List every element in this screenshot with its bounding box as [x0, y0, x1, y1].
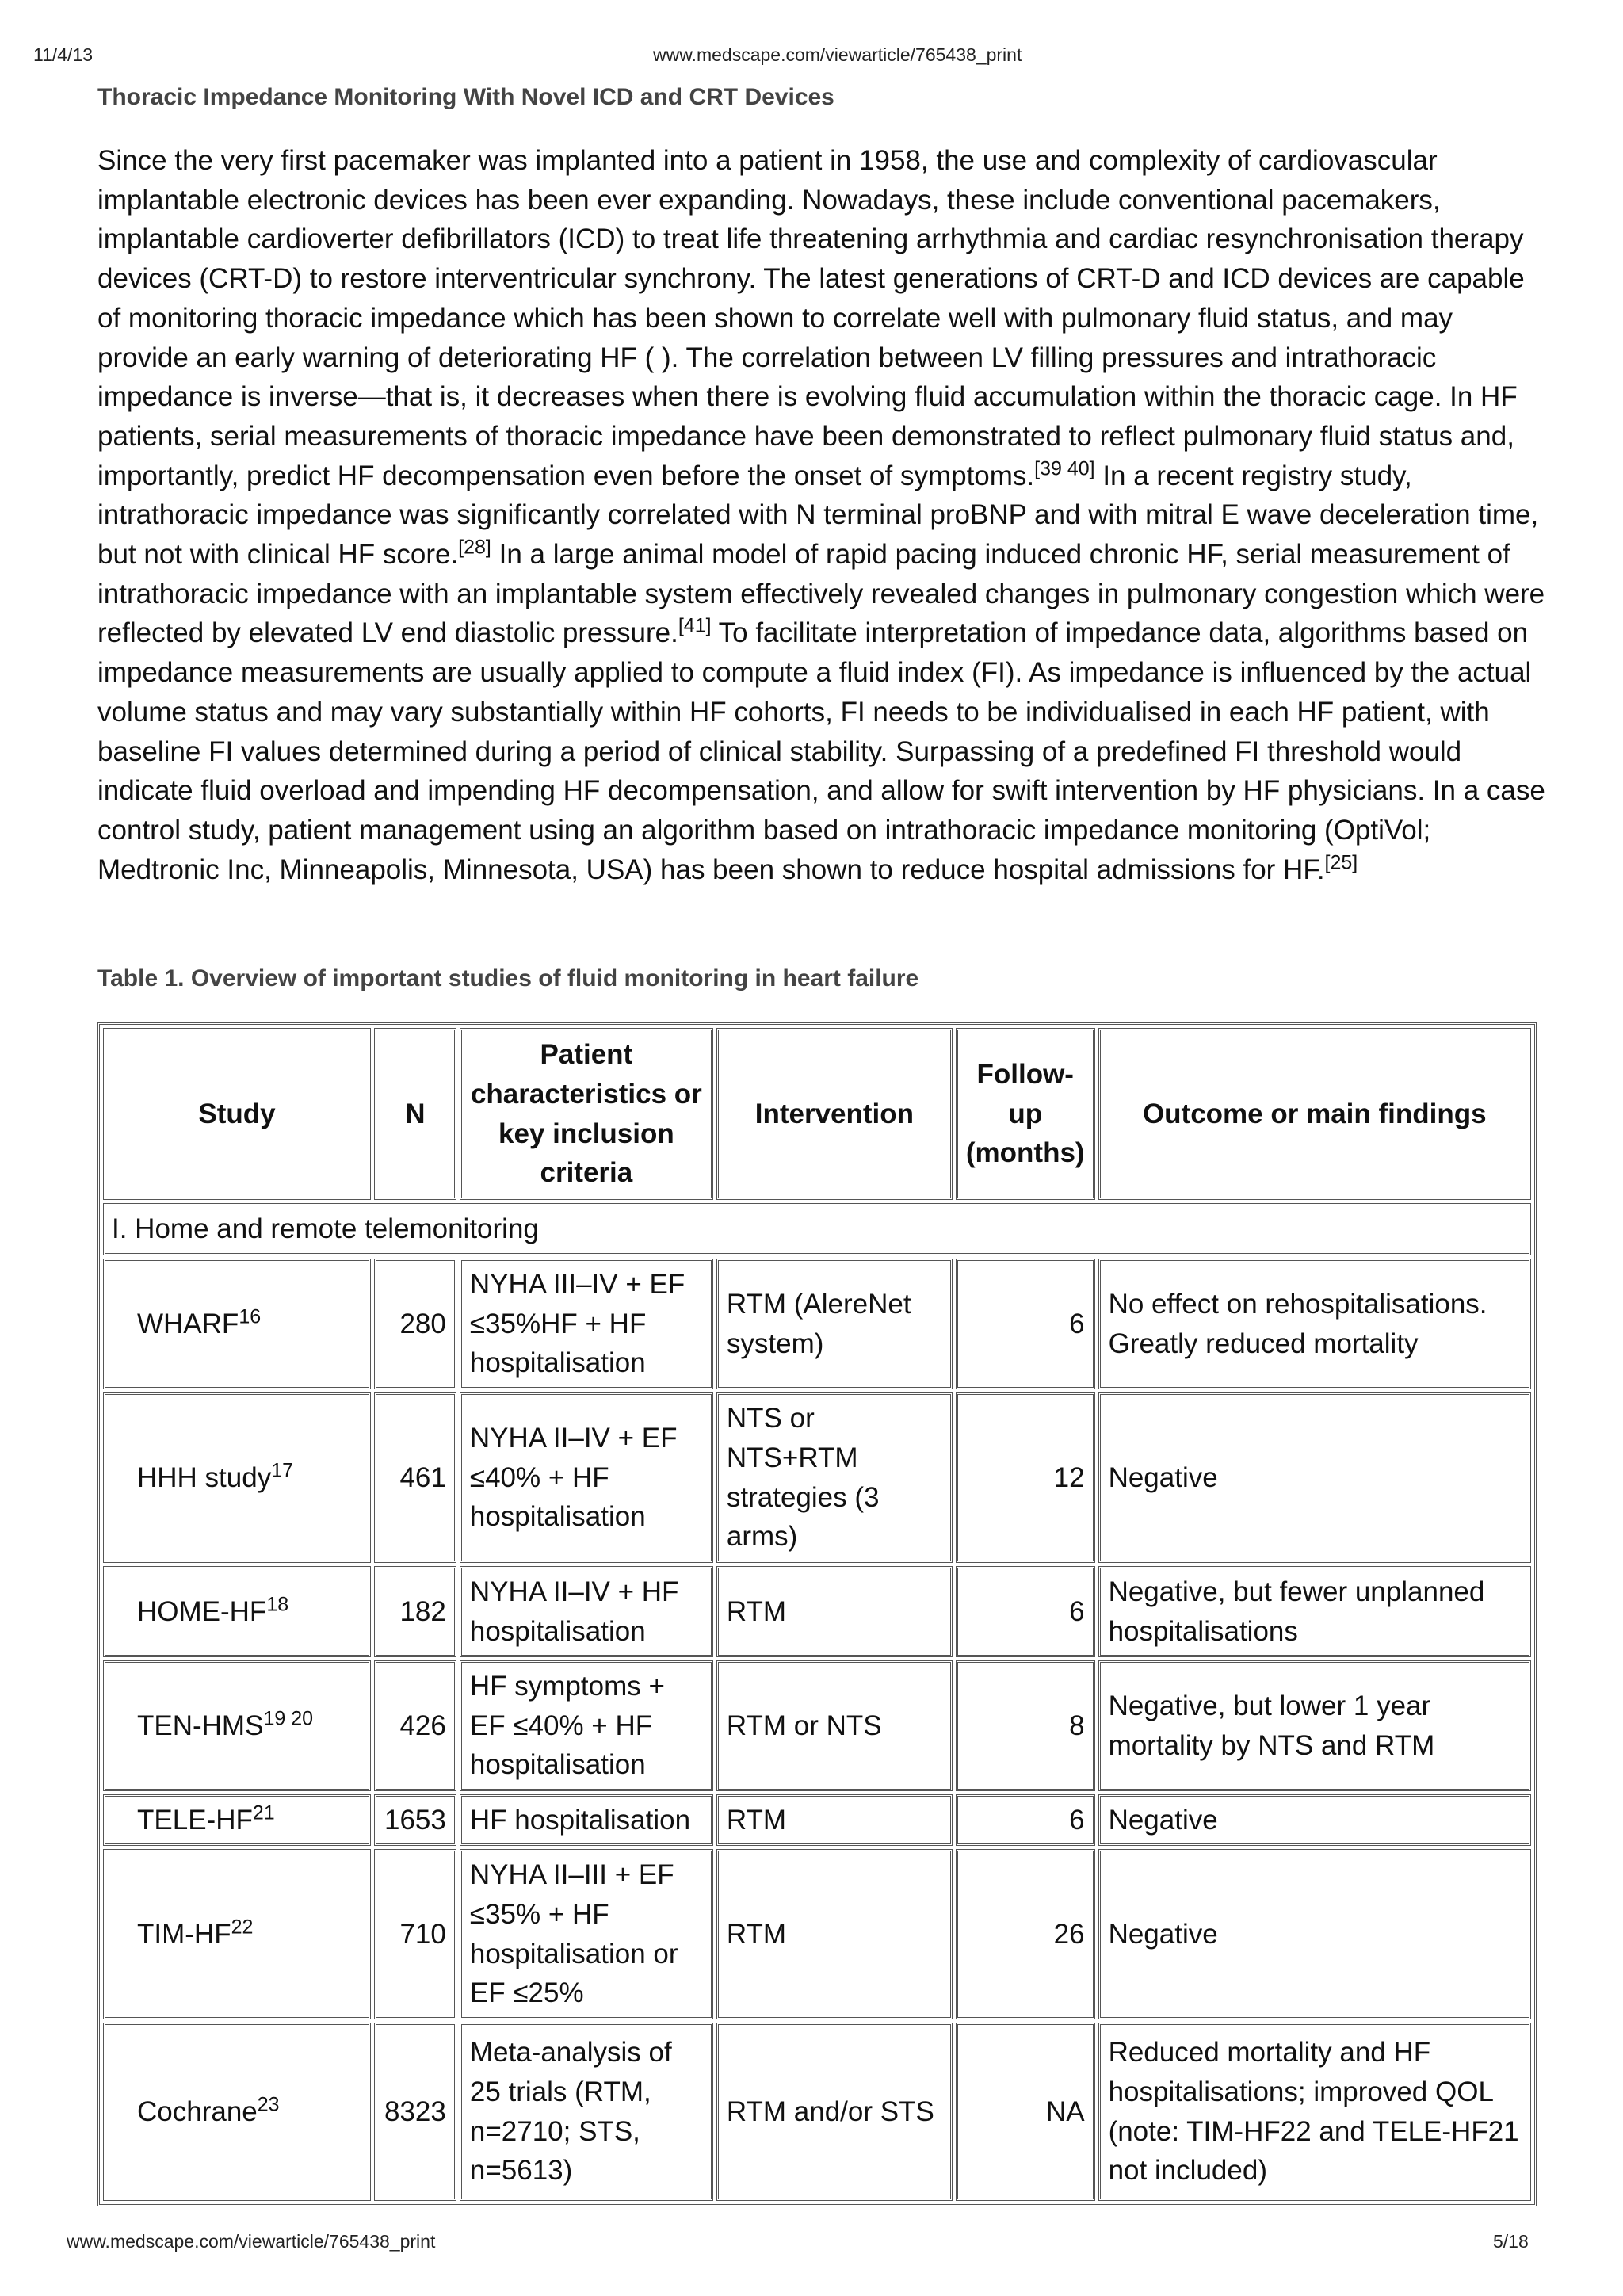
cell-n: 461	[374, 1392, 456, 1563]
cell-outcome: Negative	[1098, 1794, 1531, 1846]
col-header-patient: Patient characteristics or key inclusion criteria	[460, 1028, 713, 1200]
table-row	[103, 2023, 1531, 2201]
table-header-row	[103, 1028, 1531, 1200]
studies-table	[97, 1022, 1537, 2206]
cell-intervention: NTS or NTS+RTM strategies (3 arms)	[716, 1392, 953, 1563]
citation-ref: [25]	[1324, 851, 1358, 873]
section-label: I. Home and remote telemonitoring	[103, 1203, 1531, 1255]
page-number: 5/18	[1493, 2231, 1529, 2252]
study-ref: 21	[252, 1801, 275, 1824]
table-row	[103, 1849, 1531, 2019]
cell-intervention: RTM and/or STS	[716, 2023, 953, 2201]
cell-study	[103, 2023, 371, 2201]
cell-patient: NYHA II–III + EF ≤35% + HF hospitalisation or EF ≤25%	[460, 1849, 713, 2019]
cell-followup: 12	[956, 1392, 1095, 1563]
study-name: HHH study	[137, 1461, 272, 1493]
footer-url: www.medscape.com/viewarticle/765438_print	[67, 2231, 436, 2252]
cell-outcome: Reduced mortality and HF hospitalisations; improved QOL (note: TIM-HF22 and TELE-HF21 not included)	[1098, 2023, 1531, 2201]
table-row	[103, 1566, 1531, 1657]
col-header-followup: Follow-up (months)	[956, 1028, 1095, 1200]
cell-intervention: RTM or NTS	[716, 1660, 953, 1791]
study-ref: 23	[257, 2092, 280, 2115]
cell-intervention: RTM (AlereNet system)	[716, 1259, 953, 1389]
paragraph-text: In a large animal model of rapid pacing induced chronic HF, serial measurement of intrathoracic impedance with an implantable system effectively revealed changes in pulmonary congestion which were reflected by elevated LV end diastolic pressure.	[97, 539, 1545, 649]
studies-table-wrapper	[97, 1022, 1537, 2290]
study-name: WHARF	[137, 1308, 239, 1339]
study-name: TIM-HF	[137, 1918, 231, 1950]
cell-patient: HF hospitalisation	[460, 1794, 713, 1846]
table-row	[103, 1259, 1531, 1389]
cell-patient: NYHA II–IV + EF ≤40% + HF hospitalisation	[460, 1392, 713, 1563]
table-section-row	[103, 1203, 1531, 1255]
cell-patient: Meta-analysis of 25 trials (RTM, n=2710; STS, n=5613)	[460, 2023, 713, 2201]
table-caption: Table 1. Overview of important studies of fluid monitoring in heart failure	[97, 965, 919, 991]
print-date: 11/4/13	[33, 44, 94, 65]
section-title: Thoracic Impedance Monitoring With Novel ICD and CRT Devices	[97, 84, 834, 110]
cell-intervention: RTM	[716, 1794, 953, 1846]
col-header-outcome: Outcome or main findings	[1098, 1028, 1531, 1200]
cell-n: 182	[374, 1566, 456, 1657]
cell-study	[103, 1392, 371, 1563]
citation-ref: [39 40]	[1034, 457, 1095, 479]
cell-followup: 6	[956, 1794, 1095, 1846]
cell-followup: NA	[956, 2023, 1095, 2201]
study-ref: 19 20	[263, 1706, 313, 1729]
cell-outcome: Negative, but fewer unplanned hospitalisations	[1098, 1566, 1531, 1657]
study-ref: 16	[239, 1305, 262, 1328]
cell-n: 426	[374, 1660, 456, 1791]
body-paragraph	[97, 141, 1548, 889]
cell-outcome: Negative, but lower 1 year mortality by NTS and RTM	[1098, 1660, 1531, 1791]
cell-n: 280	[374, 1259, 456, 1389]
table-row	[103, 1660, 1531, 1791]
col-header-intervention: Intervention	[716, 1028, 953, 1200]
cell-study	[103, 1660, 371, 1791]
study-ref: 22	[231, 1915, 254, 1938]
paragraph-text: In a recent registry study, intrathoracic impedance was significantly correlated with N terminal proBNP and with mitral E wave deceleration time, but not with clinical HF score.	[97, 460, 1539, 571]
col-header-study: Study	[103, 1028, 371, 1200]
cell-patient: NYHA II–IV + HF hospitalisation	[460, 1566, 713, 1657]
study-name: HOME-HF	[137, 1595, 267, 1627]
cell-outcome: Negative	[1098, 1392, 1531, 1563]
cell-study	[103, 1259, 371, 1389]
cell-outcome: Negative	[1098, 1849, 1531, 2019]
study-ref: 17	[271, 1458, 294, 1481]
study-name: Cochrane	[137, 2095, 258, 2127]
study-name: TEN-HMS	[137, 1710, 264, 1741]
cell-followup: 8	[956, 1660, 1095, 1791]
col-header-n: N	[374, 1028, 456, 1200]
cell-intervention: RTM	[716, 1849, 953, 2019]
study-name: TELE-HF	[137, 1804, 253, 1836]
cell-study	[103, 1794, 371, 1846]
cell-n: 1653	[374, 1794, 456, 1846]
cell-outcome: No effect on rehospitalisations. Greatly reduced mortality	[1098, 1259, 1531, 1389]
cell-study	[103, 1566, 371, 1657]
paragraph-text: To facilitate interpretation of impedance data, algorithms based on impedance measurements are usually applied to compute a fluid index (FI). As impedance is influenced by the actual volume status and may vary substantially within HF cohorts, FI needs to be individualised in each HF patient, with baseline FI values determined during a period of clinical stability. Surpassing of a predefined FI threshold would indicate fluid overload and impending HF decompensation, and allow for swift intervention by HF physicians. In a case control study, patient management using an algorithm based on intrathoracic impedance monitoring (OptiVol; Medtronic Inc, Minneapolis, Minnesota, USA) has been shown to reduce hospital admissions for HF.	[97, 617, 1545, 885]
cell-patient: HF symptoms + EF ≤40% + HF hospitalisation	[460, 1660, 713, 1791]
table-row	[103, 1392, 1531, 1563]
citation-ref: [28]	[458, 536, 491, 559]
cell-n: 8323	[374, 2023, 456, 2201]
citation-ref: [41]	[678, 614, 712, 637]
cell-followup: 26	[956, 1849, 1095, 2019]
cell-patient: NYHA III–IV + EF ≤35%HF + HF hospitalisation	[460, 1259, 713, 1389]
print-url: www.medscape.com/viewarticle/765438_print	[653, 44, 1022, 65]
cell-intervention: RTM	[716, 1566, 953, 1657]
cell-followup: 6	[956, 1259, 1095, 1389]
cell-followup: 6	[956, 1566, 1095, 1657]
study-ref: 18	[266, 1592, 289, 1615]
paragraph-text: Since the very first pacemaker was implanted into a patient in 1958, the use and complexity of cardiovascular implantable electronic devices has been ever expanding. Nowadays, these include conventional pacemakers, implantable cardioverter defibrillators (ICD) to treat life threatening arrhythmia and cardiac resynchronisation therapy devices (CRT-D) to restore interventricular synchrony. The latest generations of CRT-D and ICD devices are capable of monitoring thoracic impedance which has been shown to correlate well with pulmonary fluid status, and may provide an early warning of deteriorating HF ( ). The correlation between LV filling pressures and intrathoracic impedance is inverse—that is, it decreases when there is evolving fluid accumulation within the thoracic cage. In HF patients, serial measurements of thoracic impedance have been demonstrated to reflect pulmonary fluid status and, importantly, predict HF decompensation even before the onset of symptoms.	[97, 145, 1525, 491]
cell-study	[103, 1849, 371, 2019]
table-row	[103, 1794, 1531, 1846]
cell-n: 710	[374, 1849, 456, 2019]
